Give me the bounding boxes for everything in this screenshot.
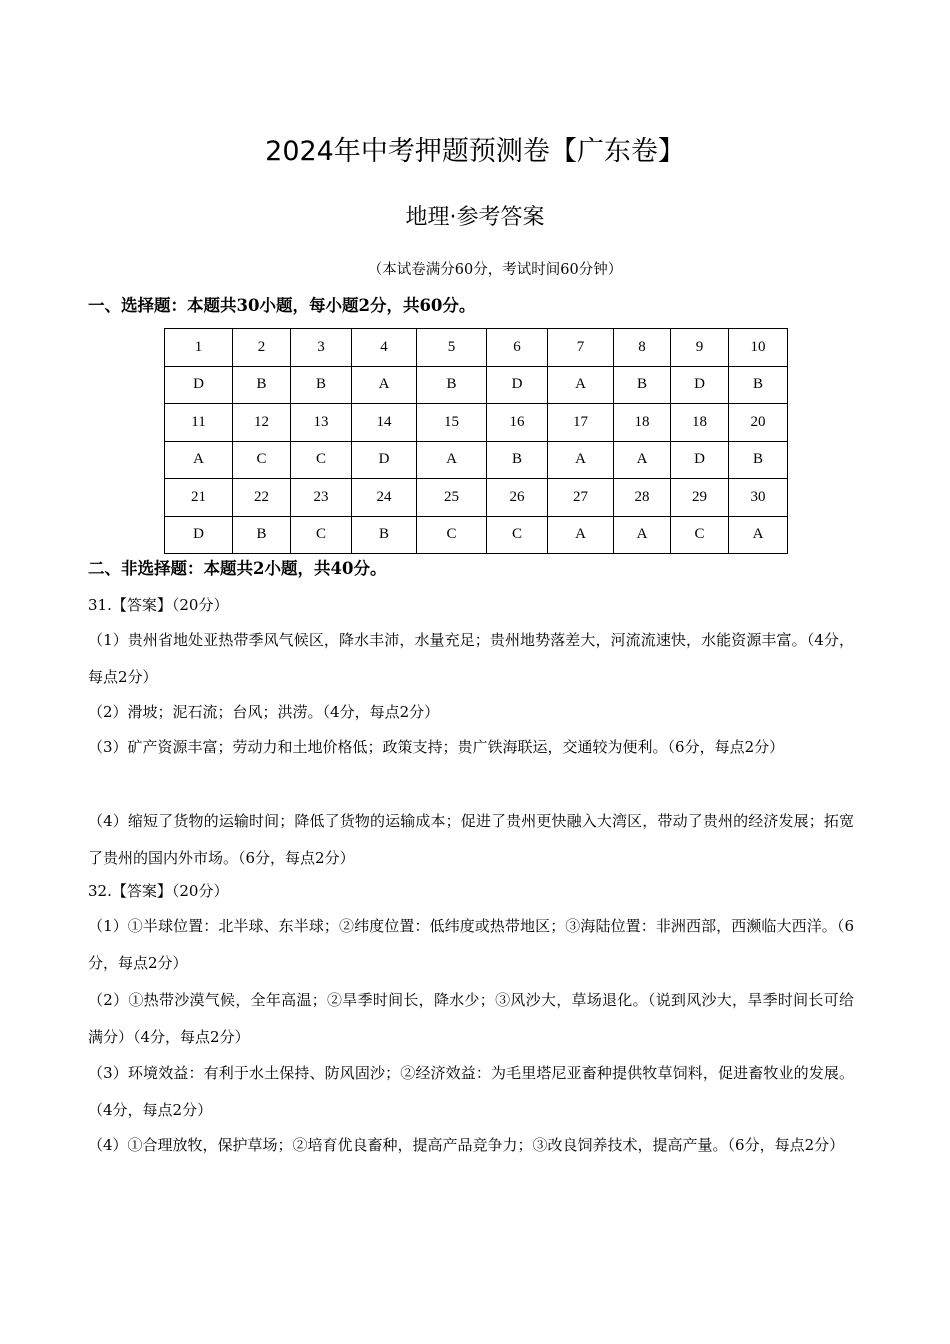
- answer-row: [165, 441, 788, 479]
- answer-cell: A: [548, 516, 614, 554]
- answer-cell: B: [417, 366, 487, 404]
- page-subtitle: 地理·参考答案: [405, 205, 545, 230]
- q31-answer-3: （3）矿产资源丰富；劳动力和土地价格低；政策支持；贵广铁海联运，交通较为便利。（6分，每点2分）: [88, 738, 785, 756]
- question-number-cell: 21: [165, 479, 233, 517]
- question-number-cell: 18: [671, 404, 729, 442]
- question-number-cell: 1: [165, 329, 233, 367]
- question-number-cell: 2: [233, 329, 291, 367]
- answer-cell: B: [729, 441, 788, 479]
- page-title: 2024年中考押题预测卷【广东卷】: [265, 136, 685, 167]
- q32-answer-3: （3）环境效益：有利于水土保持、防风固沙；②经济效益：为毛里塔尼亚畜种提供牧草饲料，促进畜牧业的发展。（4分，每点2分）: [88, 1064, 854, 1119]
- question-number-cell: 17: [548, 404, 614, 442]
- answer-cell: C: [233, 441, 291, 479]
- answer-cell: A: [548, 441, 614, 479]
- answer-cell: D: [671, 441, 729, 479]
- q31-answer-1: （1）贵州省地处亚热带季风气候区，降水丰沛，水量充足；贵州地势落差大，河流流速快，水能资源丰富。（4分，每点2分）: [88, 631, 854, 686]
- answer-row: [165, 516, 788, 554]
- question-number-cell: 8: [614, 329, 671, 367]
- answer-cell: A: [614, 516, 671, 554]
- answer-cell: D: [671, 366, 729, 404]
- answer-cell: A: [548, 366, 614, 404]
- question-number-cell: 26: [487, 479, 548, 517]
- answer-cell: C: [291, 516, 352, 554]
- question-number-cell: 16: [487, 404, 548, 442]
- exam-note: （本试卷满分60分，考试时间60分钟）: [367, 262, 623, 278]
- section-1-heading: 一、选择题：本题共30小题，每小题2分，共60分。: [88, 296, 476, 315]
- q31-answer-4: （4）缩短了货物的运输时间；降低了货物的运输成本；促进了贵州更快融入大湾区，带动了贵州的经济发展；拓宽了贵州的国内外市场。（6分，每点2分）: [88, 812, 854, 867]
- question-number-cell: 30: [729, 479, 788, 517]
- answer-row: [165, 366, 788, 404]
- question-number-cell: 11: [165, 404, 233, 442]
- answer-cell: B: [291, 366, 352, 404]
- answer-cell: A: [352, 366, 417, 404]
- answer-cell: B: [352, 516, 417, 554]
- answer-cell: D: [352, 441, 417, 479]
- question-number-cell: 25: [417, 479, 487, 517]
- question-number-cell: 27: [548, 479, 614, 517]
- answer-cell: B: [233, 366, 291, 404]
- answer-cell: C: [671, 516, 729, 554]
- answer-cell: C: [291, 441, 352, 479]
- question-number-cell: 20: [729, 404, 788, 442]
- question-number-cell: 10: [729, 329, 788, 367]
- question-number-row: [165, 479, 788, 517]
- question-number-cell: 5: [417, 329, 487, 367]
- question-number-cell: 12: [233, 404, 291, 442]
- question-number-cell: 4: [352, 329, 417, 367]
- question-number-cell: 9: [671, 329, 729, 367]
- question-number-cell: 23: [291, 479, 352, 517]
- q31-header: 31.【答案】（20分）: [88, 596, 229, 614]
- question-number-cell: 22: [233, 479, 291, 517]
- answer-table: [164, 328, 788, 554]
- answer-cell: A: [165, 441, 233, 479]
- answer-cell: B: [614, 366, 671, 404]
- question-number-cell: 13: [291, 404, 352, 442]
- question-number-cell: 29: [671, 479, 729, 517]
- question-number-cell: 15: [417, 404, 487, 442]
- question-number-row: [165, 404, 788, 442]
- section-2-heading: 二、非选择题：本题共2小题，共40分。: [88, 559, 387, 578]
- q32-header: 32.【答案】（20分）: [88, 882, 229, 900]
- q32-answer-4: （4）①合理放牧，保护草场；②培育优良畜种，提高产品竞争力；③改良饲养技术，提高产量。（6分，每点2分）: [88, 1136, 845, 1154]
- answer-cell: B: [487, 441, 548, 479]
- question-number-cell: 7: [548, 329, 614, 367]
- answer-cell: D: [487, 366, 548, 404]
- question-number-cell: 14: [352, 404, 417, 442]
- answer-cell: B: [729, 366, 788, 404]
- question-number-row: [165, 329, 788, 367]
- q32-answer-1: （1）①半球位置：北半球、东半球；②纬度位置：低纬度或热带地区；③海陆位置：非洲西部，西濒临大西洋。（6分，每点2分）: [88, 917, 854, 972]
- answer-cell: D: [165, 516, 233, 554]
- answer-cell: C: [417, 516, 487, 554]
- answer-cell: D: [165, 366, 233, 404]
- q32-answer-2: （2）①热带沙漠气候，全年高温；②旱季时间长，降水少；③风沙大，草场退化。（说到风沙大，旱季时间长可给满分）（4分，每点2分）: [88, 991, 854, 1046]
- question-number-cell: 24: [352, 479, 417, 517]
- question-number-cell: 3: [291, 329, 352, 367]
- question-number-cell: 6: [487, 329, 548, 367]
- question-number-cell: 18: [614, 404, 671, 442]
- answer-cell: B: [233, 516, 291, 554]
- answer-cell: A: [614, 441, 671, 479]
- answer-cell: A: [729, 516, 788, 554]
- q31-answer-2: （2）滑坡；泥石流；台风；洪涝。（4分，每点2分）: [88, 703, 440, 721]
- question-number-cell: 28: [614, 479, 671, 517]
- answer-cell: C: [487, 516, 548, 554]
- answer-cell: A: [417, 441, 487, 479]
